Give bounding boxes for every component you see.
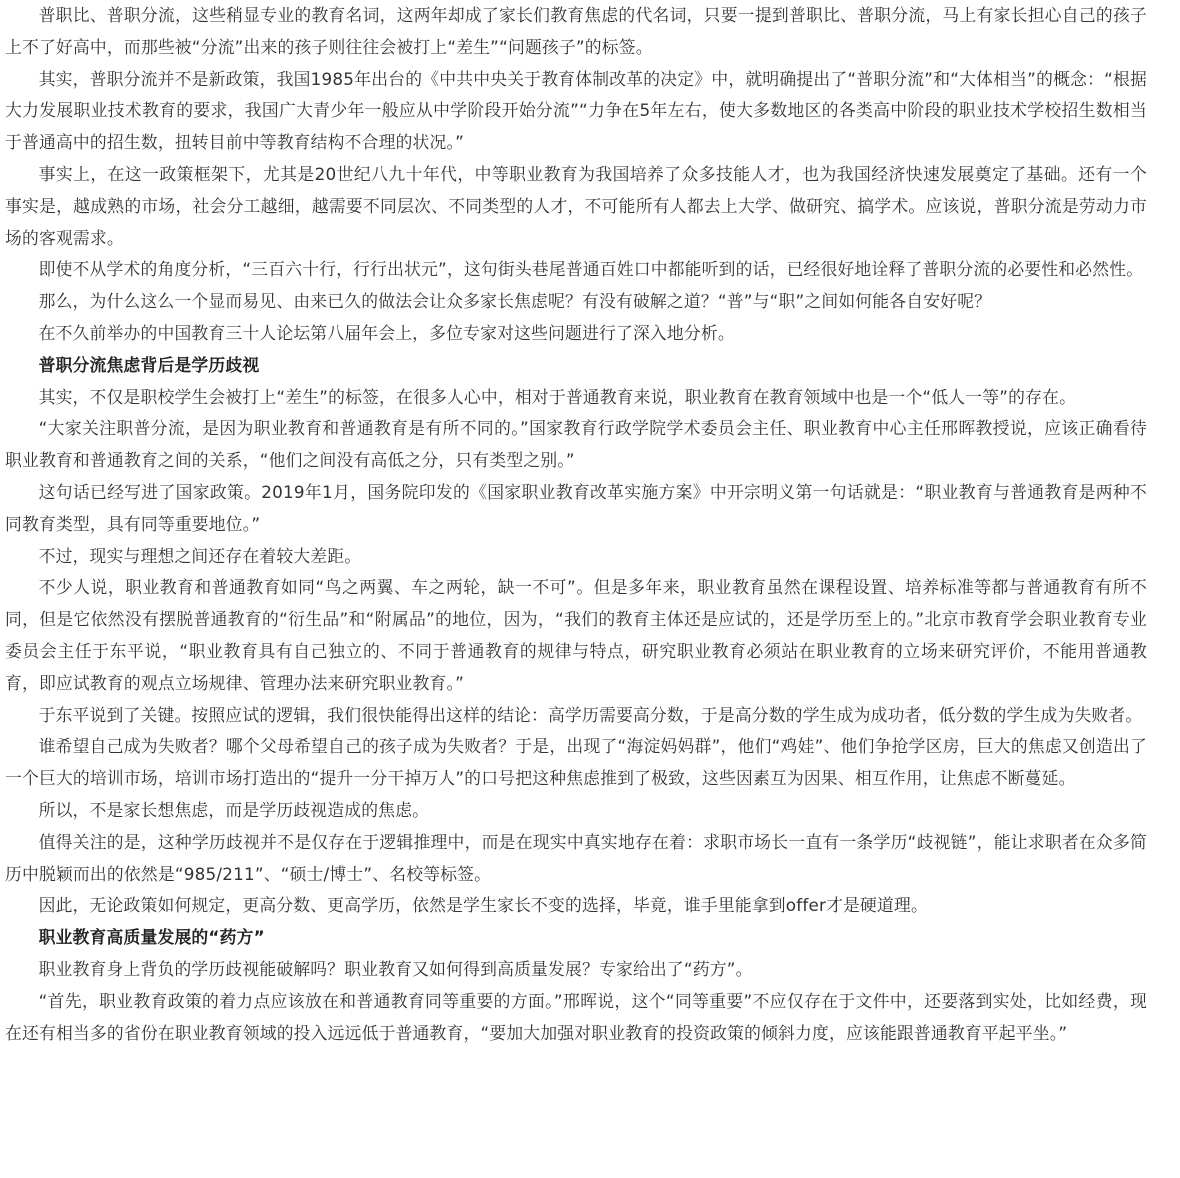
paragraph: 所以，不是家长想焦虑，而是学历歧视造成的焦虑。 bbox=[38, 799, 430, 820]
paragraph: 其实，不仅是职校学生会被打上“差生”的标签，在很多人心中，相对于普通教育来说，职业教育在教育领域中也是一个“低人一等”的存在。 bbox=[38, 386, 1077, 407]
paragraph: 普职比、普职分流，这些稍显专业的教育名词，这两年却成了家长们教育焦虑的代名词，只要一提到普职比、普职分流，马上有家长担心自己的孩子上不了好高中，而那些被“分流”出来的孩子则往往会被打上“差生”“问题孩子”的标签。 bbox=[5, 5, 1147, 57]
section-heading: 职业教育高质量发展的“药方” bbox=[38, 927, 265, 948]
paragraph: 于东平说到了关键。按照应试的逻辑，我们很快能得出这样的结论：高学历需要高分数，于是高分数的学生成为成功者，低分数的学生成为失败者。 bbox=[38, 704, 1143, 725]
paragraph: 职业教育身上背负的学历歧视能破解吗？职业教育又如何得到高质量发展？专家给出了“药方”。 bbox=[38, 958, 753, 979]
paragraph: 其实，普职分流并不是新政策，我国1985年出台的《中共中央关于教育体制改革的决定》中，就明确提出了“普职分流”和“大体相当”的概念：“根据大力发展职业技术教育的要求，我国广大青少年一般应从中学阶段开始分流”“力争在5年左右，使大多数地区的各类高中阶段的职业技术学校招生数相当于普通高中的招生数，扭转目前中等教育结构不合理的状况。” bbox=[5, 68, 1147, 153]
paragraph: “大家关注职普分流，是因为职业教育和普通教育是有所不同的。”国家教育行政学院学术委员会主任、职业教育中心主任邢晖教授说，应该正确看待职业教育和普通教育之间的关系，“他们之间没有高低之分，只有类型之别。” bbox=[5, 418, 1147, 471]
paragraph: 在不久前举办的中国教育三十人论坛第八届年会上，多位专家对这些问题进行了深入地分析。 bbox=[38, 322, 735, 343]
section-heading: 普职分流焦虑背后是学历歧视 bbox=[38, 354, 260, 375]
paragraph: 这句话已经写进了国家政策。2019年1月，国务院印发的《国家职业教育改革实施方案》中开宗明义第一句话就是：“职业教育与普通教育是两种不同教育类型，具有同等重要地位。” bbox=[5, 481, 1147, 534]
paragraph: 即使不从学术的角度分析，“三百六十行，行行出状元”，这句街头巷尾普通百姓口中都能听到的话，已经很好地诠释了普职分流的必要性和必然性。 bbox=[38, 259, 1144, 280]
paragraph: 那么，为什么这么一个显而易见、由来已久的做法会让众多家长焦虑呢？有没有破解之道？“普”与“职”之间如何能各自安好呢？ bbox=[38, 291, 992, 312]
paragraph: 谁希望自己成为失败者？哪个父母希望自己的孩子成为失败者？于是，出现了“海淀妈妈群”，他们“鸡娃”、他们争抢学区房，巨大的焦虑又创造出了一个巨大的培训市场，培训市场打造出的“提升一分干掉万人”的口号把这种焦虑推到了极致，这些因素互为因果、相互作用，让焦虑不断蔓延。 bbox=[5, 736, 1147, 789]
paragraph: 因此，无论政策如何规定，更高分数、更高学历，依然是学生家长不变的选择，毕竟，谁手里能拿到offer才是硬道理。 bbox=[38, 895, 928, 916]
paragraph: 不少人说，职业教育和普通教育如同“鸟之两翼、车之两轮，缺一不可”。但是多年来，职业教育虽然在课程设置、培养标准等都与普通教育有所不同，但是它依然没有摆脱普通教育的“衍生品”和“附属品”的地位，因为，“我们的教育主体还是应试的，还是学历至上的。”北京市教育学会职业教育专业委员会主任于东平说，“职业教育具有自己独立的、不同于普通教育的规律与特点，研究职业教育必须站在职业教育的立场来研究评价，不能用普通教育，即应试教育的观点立场规律、管理办法来研究职业教育。” bbox=[5, 577, 1147, 693]
paragraph: 事实上，在这一政策框架下，尤其是20世纪八九十年代，中等职业教育为我国培养了众多技能人才，也为我国经济快速发展奠定了基础。还有一个事实是，越成熟的市场，社会分工越细，越需要不同层次、不同类型的人才，不可能所有人都去上大学、做研究、搞学术。应该说，普职分流是劳动力市场的客观需求。 bbox=[5, 163, 1147, 248]
paragraph: 值得关注的是，这种学历歧视并不是仅存在于逻辑推理中，而是在现实中真实地存在着：求职市场长一直有一条学历“歧视链”，能让求职者在众多简历中脱颖而出的依然是“985/211”、“硕士/博士”、名校等标签。 bbox=[5, 831, 1147, 884]
paragraph: 不过，现实与理想之间还存在着较大差距。 bbox=[38, 545, 362, 566]
paragraph: “首先，职业教育政策的着力点应该放在和普通教育同等重要的方面。”邢晖说，这个“同等重要”不应仅存在于文件中，还要落到实处，比如经费，现在还有相当多的省份在职业教育领域的投入远远低于普通教育，“要加大加强对职业教育的投资政策的倾斜力度，应该能跟普通教育平起平坐。” bbox=[5, 990, 1147, 1043]
